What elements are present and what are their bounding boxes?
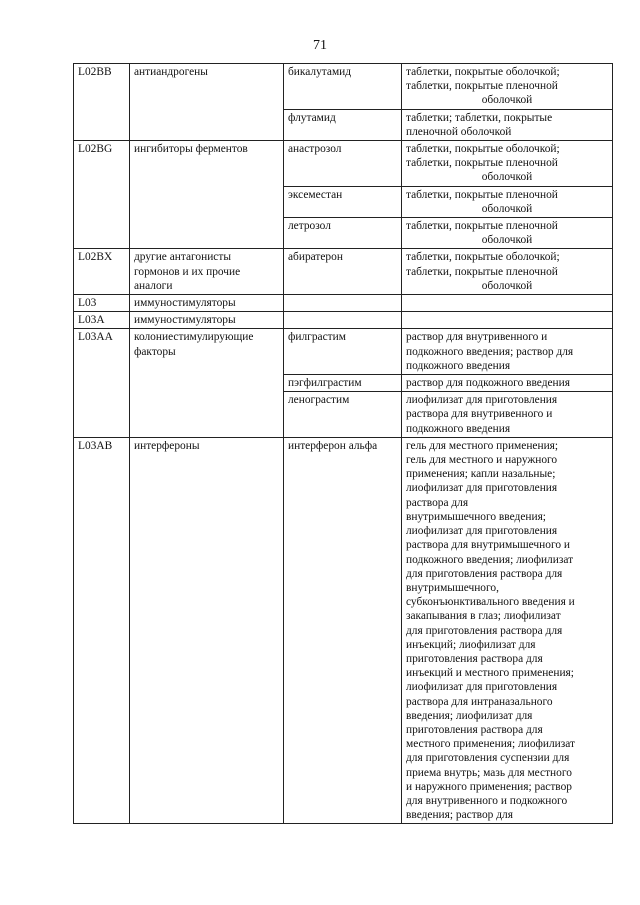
dosage-form-line: оболочкой xyxy=(481,94,533,107)
dosage-form-line: таблетки; таблетки, покрытые xyxy=(406,111,553,124)
drug-name-cell: анастрозол xyxy=(284,141,402,187)
dosage-form-line: введения; лиофилизат для xyxy=(406,709,533,722)
dosage-form-line: применения; капли назальные; xyxy=(406,468,556,481)
dosage-form-line: для внутривенного и подкожного xyxy=(406,794,568,807)
drug-name-cell: пэгфилграстим xyxy=(284,375,402,392)
dosage-form-cell xyxy=(402,218,613,249)
dosage-form-line: таблетки, покрытые оболочкой; xyxy=(406,251,560,264)
drug-name-cell: бикалутамид xyxy=(284,64,402,110)
dosage-form-line: и наружного применения; раствор xyxy=(406,780,572,793)
dosage-form-line: раствора для внутривенного и xyxy=(406,408,553,421)
dosage-form-line: раствора для интраназального xyxy=(406,695,553,708)
dosage-form-line: оболочкой xyxy=(481,171,533,184)
group-name-cell: ингибиторы ферментов xyxy=(130,141,284,249)
dosage-form-line: для приготовления раствора для xyxy=(406,567,563,580)
dosage-form-line: закапывания в глаз; лиофилизат xyxy=(406,610,561,623)
drug-name-cell xyxy=(284,312,402,329)
dosage-form-line: инъекций; лиофилизат для xyxy=(406,638,536,651)
dosage-form-line: подкожного введения; лиофилизат xyxy=(406,553,574,566)
dosage-form-cell xyxy=(402,437,613,823)
dosage-form-cell xyxy=(402,312,613,329)
dosage-form-cell xyxy=(402,141,613,187)
dosage-form-line: таблетки, покрытые пленочной xyxy=(406,220,558,233)
drug-table xyxy=(73,63,613,824)
dosage-form-cell xyxy=(402,249,613,295)
table-row xyxy=(74,329,613,375)
page-number: 71 xyxy=(313,38,327,53)
dosage-form-line: таблетки, покрытые оболочкой; xyxy=(406,66,560,78)
dosage-form-line: оболочкой xyxy=(481,202,533,215)
dosage-form-line: оболочкой xyxy=(481,234,533,247)
drug-name-cell xyxy=(284,295,402,312)
dosage-form-line: лиофилизат для приготовления xyxy=(406,681,558,694)
drug-name-cell: интерферон альфа xyxy=(284,437,402,823)
drug-name-cell: филграстим xyxy=(284,329,402,375)
dosage-form-cell xyxy=(402,109,613,140)
dosage-form-line: для приготовления суспензии для xyxy=(406,752,570,765)
atc-code-cell: L03AA xyxy=(74,329,130,437)
dosage-form-line: таблетки, покрытые пленочной xyxy=(406,80,558,93)
dosage-form-cell xyxy=(402,392,613,438)
dosage-form-cell xyxy=(402,186,613,217)
atc-code-cell: L02BX xyxy=(74,249,130,295)
dosage-form-line: таблетки, покрытые оболочкой; xyxy=(406,143,560,156)
group-name-cell: другие антагонисты гормонов и их прочие аналоги xyxy=(130,249,284,295)
dosage-form-line: раствора для xyxy=(406,496,469,509)
dosage-form-cell xyxy=(402,375,613,392)
table-row xyxy=(74,64,613,110)
dosage-form-line: раствор для внутривенного и xyxy=(406,331,548,344)
atc-code-cell: L02BG xyxy=(74,141,130,249)
dosage-form-line: приготовления раствора для xyxy=(406,723,543,736)
dosage-form-line: субконъюнктивального введения и xyxy=(406,596,575,609)
atc-code-cell: L03AB xyxy=(74,437,130,823)
atc-code-cell: L02BB xyxy=(74,64,130,141)
dosage-form-line: раствор для подкожного введения xyxy=(406,377,570,390)
dosage-form-cell xyxy=(402,329,613,375)
dosage-form-line: подкожного введения xyxy=(406,359,511,372)
dosage-form-line: гель для местного применения; xyxy=(406,439,559,452)
dosage-form-line: оболочкой xyxy=(481,279,533,292)
dosage-form-line: для приготовления раствора для xyxy=(406,624,563,637)
drug-name-cell: ленограстим xyxy=(284,392,402,438)
group-name-cell: колониестимулирующие факторы xyxy=(130,329,284,437)
table-row xyxy=(74,437,613,823)
group-name-cell: интерфероны xyxy=(130,437,284,823)
dosage-form-line: гель для местного и наружного xyxy=(406,454,558,467)
dosage-form-line: внутримышечного введения; xyxy=(406,510,546,523)
dosage-form-line: подкожного введения xyxy=(406,422,511,435)
atc-code-cell: L03A xyxy=(74,312,130,329)
dosage-form-line: приготовления раствора для xyxy=(406,652,543,665)
drug-name-cell: флутамид xyxy=(284,109,402,140)
table-row xyxy=(74,141,613,187)
dosage-form-line: лиофилизат для приготовления xyxy=(406,394,558,407)
dosage-form-line: инъекций и местного применения; xyxy=(406,667,574,680)
dosage-form-line: приема внутрь; мазь для местного xyxy=(406,766,572,779)
dosage-form-line: подкожного введения; раствор для xyxy=(406,345,574,358)
group-name-cell: антиандрогены xyxy=(130,64,284,141)
dosage-form-line: лиофилизат для приготовления xyxy=(406,525,558,538)
drug-name-cell: эксеместан xyxy=(284,186,402,217)
drug-name-cell: абиратерон xyxy=(284,249,402,295)
dosage-form-line: таблетки, покрытые пленочной xyxy=(406,265,558,278)
dosage-form-line: лиофилизат для приготовления xyxy=(406,482,558,495)
dosage-form-cell xyxy=(402,295,613,312)
dosage-form-line: введения; раствор для xyxy=(406,809,513,822)
drug-name-cell: летрозол xyxy=(284,218,402,249)
table-row xyxy=(74,249,613,295)
table-row xyxy=(74,312,613,329)
group-name-cell: иммуностимуляторы xyxy=(130,312,284,329)
dosage-form-line: пленочной оболочкой xyxy=(406,125,512,138)
dosage-form-line: таблетки, покрытые пленочной xyxy=(406,157,558,170)
dosage-form-line: внутримышечного, xyxy=(406,581,499,594)
group-name-cell: иммуностимуляторы xyxy=(130,295,284,312)
dosage-form-line: раствора для внутримышечного и xyxy=(406,539,570,552)
dosage-form-line: таблетки, покрытые пленочной xyxy=(406,188,558,201)
table-row xyxy=(74,295,613,312)
dosage-form-cell xyxy=(402,64,613,110)
dosage-form-line: местного применения; лиофилизат xyxy=(406,738,576,751)
atc-code-cell: L03 xyxy=(74,295,130,312)
